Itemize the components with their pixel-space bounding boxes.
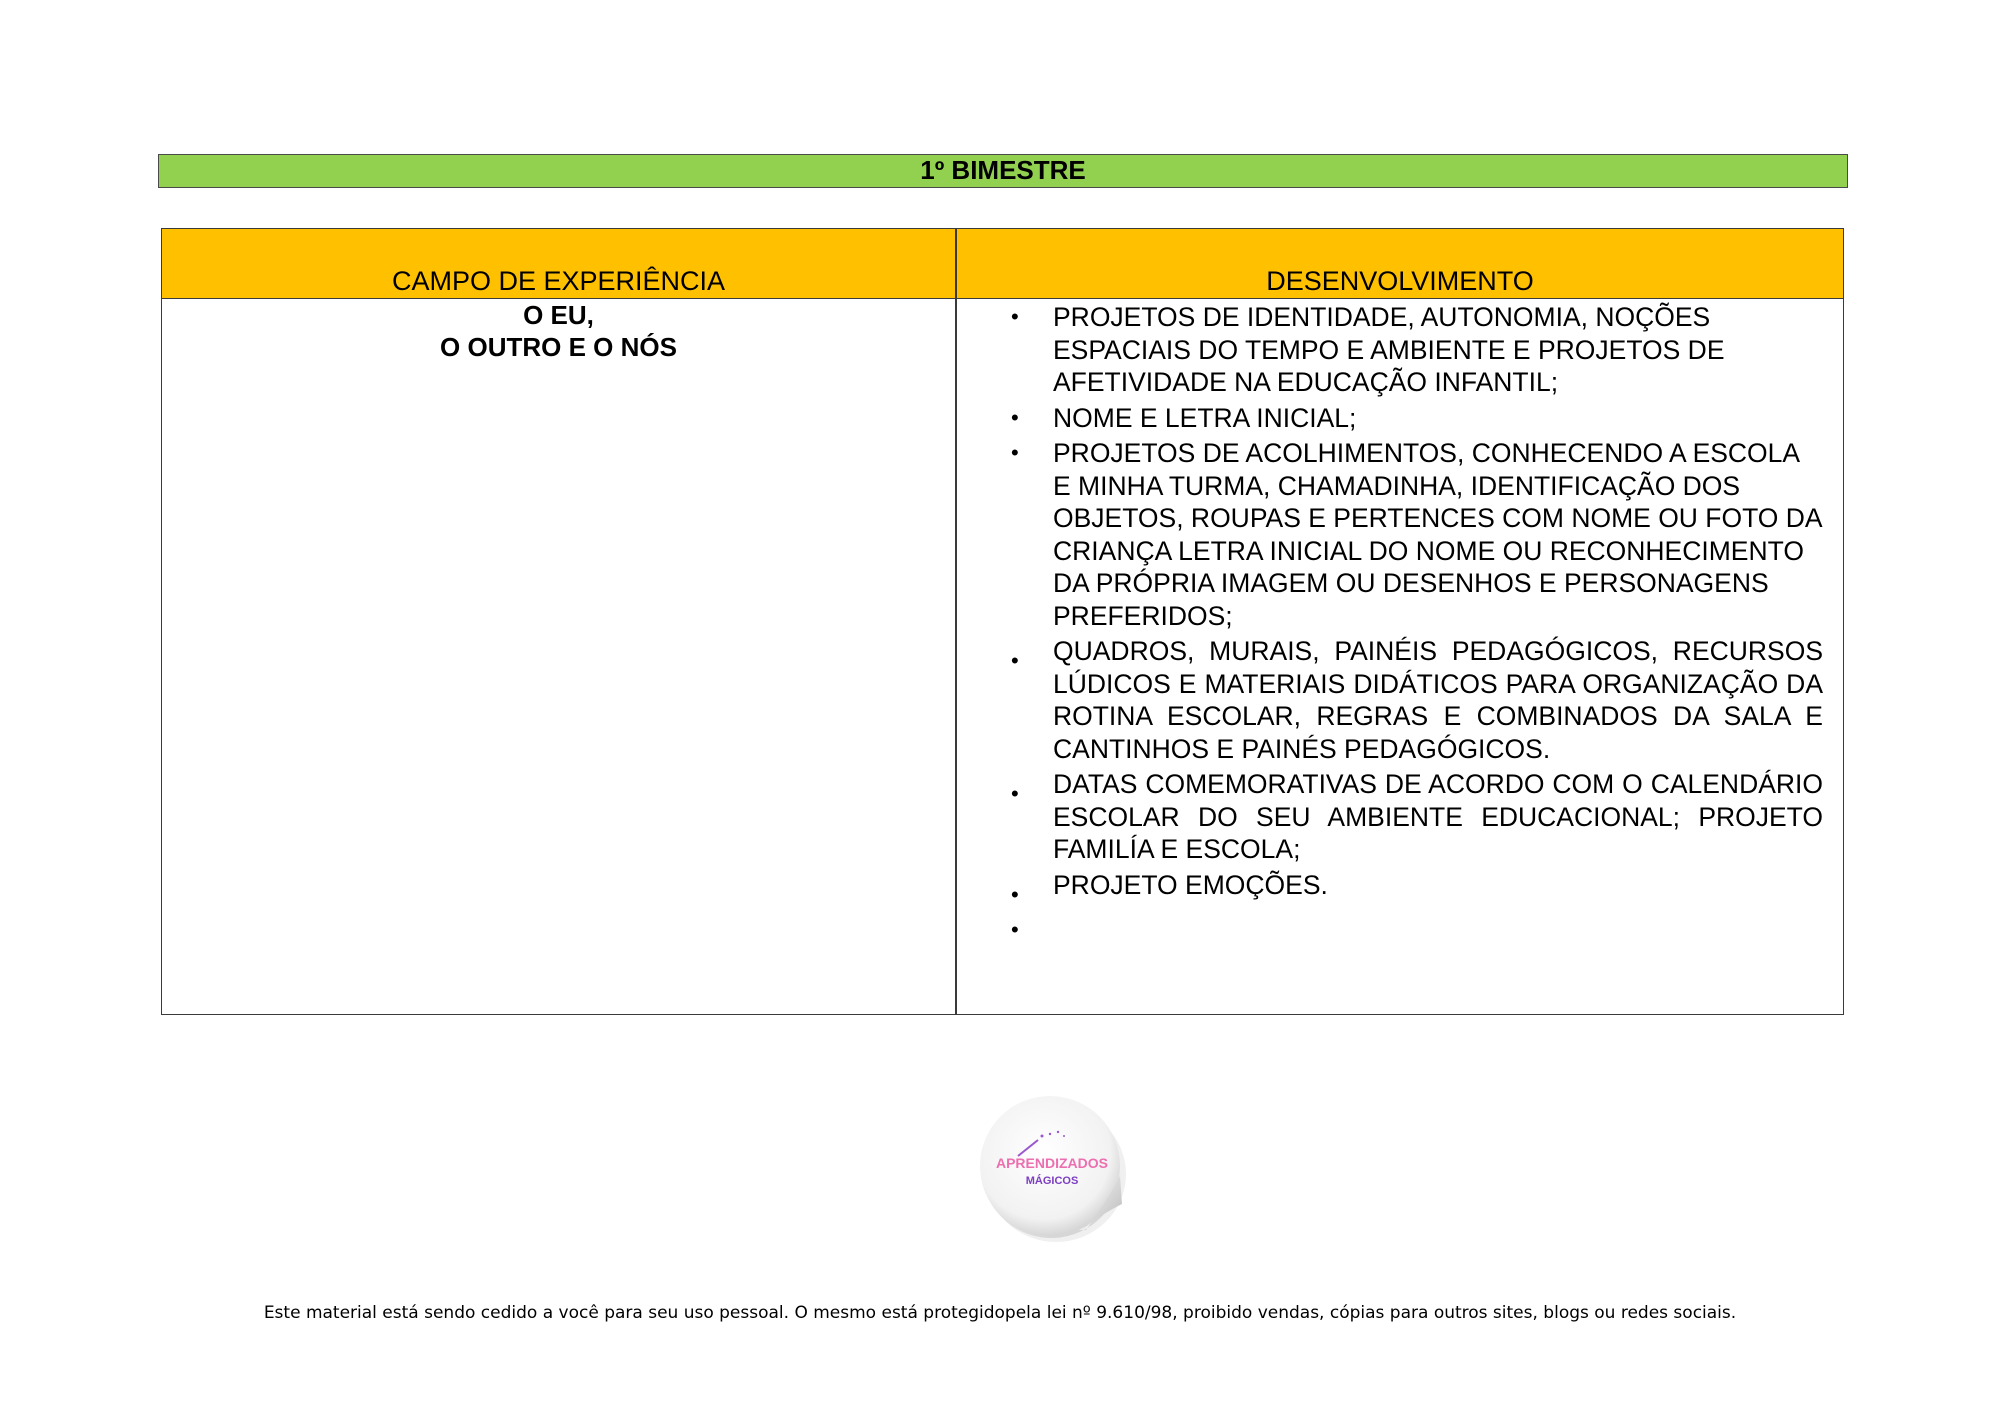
aprendizados-magicos-logo bbox=[974, 1090, 1130, 1246]
list-item bbox=[957, 301, 1843, 399]
list-item-text: NOME E LETRA INICIAL; bbox=[1053, 402, 1357, 433]
copyright-footer: Este material está sendo cedido a você para seu uso pessoal. O mesmo está protegidopela lei nº 9.610/98, proibido vendas, cópias para outros sites, blogs ou redes sociais. bbox=[263, 1303, 1737, 1323]
list-item bbox=[957, 437, 1843, 632]
bullet-icon: • bbox=[1011, 781, 1019, 806]
bullet-icon: • bbox=[1011, 881, 1019, 907]
logo-line1: APRENDIZADOS bbox=[995, 1155, 1109, 1171]
experience-field-line: O OUTRO E O NÓS bbox=[440, 332, 677, 362]
list-item-text: QUADROS, MURAIS, PAINÉIS PEDAGÓGICOS, RECURSOS LÚDICOS E MATERIAIS DIDÁTICOS PARA ORGANIZAÇÃO DA ROTINA ESCOLAR, REGRAS E COMBINADOS DA SALA E CANTINHOS E PAINÉS PEDAGÓGICOS. bbox=[1053, 636, 1823, 764]
experience-field-line: O EU, bbox=[523, 300, 594, 330]
header-desenvolvimento: DESENVOLVIMENTO bbox=[1266, 266, 1534, 296]
bullet-icon: • bbox=[1011, 404, 1019, 430]
table-header-row bbox=[162, 229, 1843, 299]
list-item bbox=[957, 869, 1843, 907]
bullet-icon: • bbox=[1011, 917, 1019, 942]
list-item-text: PROJETOS DE ACOLHIMENTOS, CONHECENDO A ESCOLA E MINHA TURMA, CHAMADINHA, IDENTIFICAÇÃO DOS OBJETOS, ROUPAS E PERTENCES COM NOME OU FOTO DA CRIANÇA LETRA INICIAL DO NOME OU RECONHECIMENTO DA PRÓPRIA IMAGEM OU DESENHOS E PERSONAGENS PREFERIDOS; bbox=[1053, 438, 1822, 631]
list-item bbox=[957, 904, 1843, 942]
logo-line2: MÁGICOS bbox=[1025, 1175, 1079, 1187]
list-item bbox=[957, 768, 1843, 866]
list-item bbox=[957, 635, 1843, 765]
development-list bbox=[957, 301, 1843, 941]
experience-field-name bbox=[162, 299, 955, 363]
bimester-title: 1º BIMESTRE bbox=[920, 155, 1086, 185]
sticker-logo-icon bbox=[974, 1090, 1130, 1246]
bullet-icon: • bbox=[1011, 648, 1019, 673]
bullet-icon: • bbox=[1011, 304, 1019, 329]
list-item-text: PROJETO EMOÇÕES. bbox=[1053, 869, 1328, 900]
list-item-text: DATAS COMEMORATIVAS DE ACORDO COM O CALENDÁRIO ESCOLAR DO SEU AMBIENTE EDUCACIONAL; PROJETO FAMILÍA E ESCOLA; bbox=[1053, 769, 1823, 864]
list-item-text: PROJETOS DE IDENTIDADE, AUTONOMIA, NOÇÕES ESPACIAIS DO TEMPO E AMBIENTE E PROJETOS DE AFETIVIDADE NA EDUCAÇÃO INFANTIL; bbox=[1053, 302, 1725, 397]
bullet-icon: • bbox=[1011, 440, 1019, 465]
list-item bbox=[957, 402, 1843, 435]
header-campo-experiencia: CAMPO DE EXPERIÊNCIA bbox=[391, 266, 726, 296]
experience-table bbox=[161, 228, 1844, 1015]
bimester-banner bbox=[158, 154, 1848, 188]
